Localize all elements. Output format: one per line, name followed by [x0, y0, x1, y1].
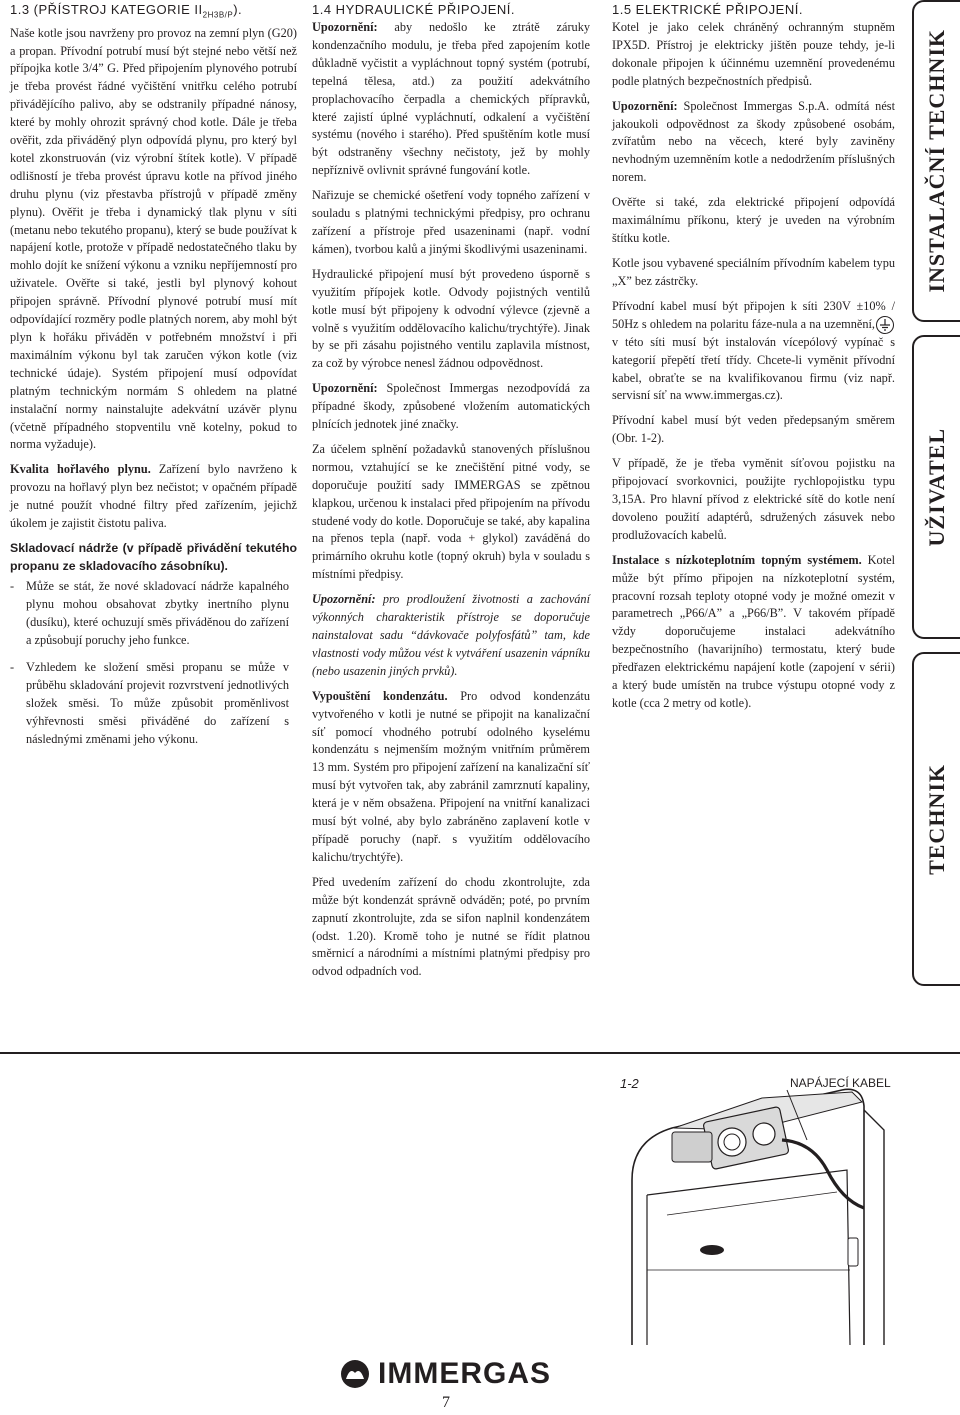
paragraph: Upozornění: Společnost Immergas nezodpovídá za případné škody, způsobené vložením automatických plnících jednotek jiné značky.	[312, 381, 590, 432]
tab-user[interactable]: UŽIVATEL	[912, 335, 960, 639]
paragraph: Kotel je jako celek chráněný ochranným stupněm IPX5D. Přístroj je elektricky jištěn pouze tehdy, je-li dokonale připojen k účinnému uzemnění provedenému podle platných bezpečnostních předpisů.	[612, 20, 895, 88]
paragraph: Přívodní kabel musí být připojen k síti 230V ±10% / 50Hz s ohledem na polaritu fáze-nula a na uzemnění, v této síti musí být instalován vícepólový vypínač s kategorií přepětí třetí třídy. Chcete-li vyměnit přívodní kabel, obraťte se na kvalifikovanou firmu (viz např. servisní síť na www.immergas.cz).	[612, 298, 895, 403]
bullet-list	[10, 578, 297, 749]
column-hydraulic-connection	[312, 0, 590, 988]
paragraph: Kotle jsou vybavené speciálním přívodním kabelem typu „X” bez zástrčky.	[612, 255, 895, 288]
section-heading-1-5: 1.5 ELEKTRICKÉ PŘIPOJENÍ.	[612, 2, 803, 17]
ground-icon	[876, 316, 894, 334]
page-number: 7	[442, 1394, 450, 1411]
subheading: Skladovací nádrže (v případě přivádění tekutého propanu ze skladovacího zásobníku).	[10, 540, 297, 573]
divider	[0, 1052, 960, 1054]
paragraph: Ověřte si také, zda elektrické připojení odpovídá maximálnímu příkonu, který je uveden na výrobním štítku kotle.	[612, 195, 895, 245]
column-gas-connection	[10, 0, 297, 759]
paragraph: Nařizuje se chemické ošetření vody topného zařízení v souladu s platnými technickými předpisy, pro ochranu zařízení a přístroje před usazeninami (např. vodní kámen), tvorbou kalů a jinými škodlivými usazeninami.	[312, 188, 590, 256]
paragraph: Hydraulické připojení musí být provedeno úsporně s využitím přípojek kotle. Odvody pojistných ventilů kotle musí být připojeny k odvodní výlevce (zjevně a volně s využitím oddělovacího kalichu/trychtýře). Jinak by se při zásahu pojistného ventilu zaplavila místnost, za což by výrobce nenesl žádnou odpovědnost.	[312, 266, 590, 371]
section-heading-1-4: 1.4 HYDRAULICKÉ PŘIPOJENÍ.	[312, 2, 515, 17]
list-item: - Může se stát, že nové skladovací nádrže kapalného plynu mohou obsahovat zbytky inertního plynu (dusíku), které ochuzují směs přiváděnou do zařízení a způsobují poruchy jeho funkce.	[10, 578, 297, 650]
column-electrical-connection	[612, 0, 895, 720]
logo-flame-icon	[340, 1359, 372, 1389]
boiler-illustration	[612, 1070, 895, 1345]
tab-technician[interactable]: TECHNIK	[912, 652, 960, 986]
paragraph: V případě, že je třeba vyměnit síťovou pojistku na připojovací svorkovnici, použijte rychlopojistku typu 3,15A. Pro hlavní přívod z elektrické sítě do kotle není dovoleno použití adaptérů, sdružených zásuvek nebo prodlužovacích kabelů.	[612, 456, 895, 542]
paragraph: Naše kotle jsou navrženy pro provoz na zemní plyn (G20) a propan. Přívodní potrubí musí být stejné nebo větší než přípojka kotle 3/4” G. Před připojením plynového potrubí je třeba provést řádné vyčištění vnitřku celého potrubí přivádějícího palivo, aby se odstranily případné nánosy, které by mohly ohrozit správný chod kotle. Dále je třeba ověřit, zda přiváděný plyn odpovídá plynu, pro který byl kotel zkonstruován (viz výrobní štítek kotle). V případě odlišností je třeba provést úpravu kotle na přívod jiného druhu plynu (viz přestavba přístrojů v případě změny plynu). Ověřit je třeba i dynamický tlak plynu v síti (metanu nebo tekutého propanu), který se bude používat k napájení kotle, protože v případě nedostatečného tlaku by mohlo dojít ke snížení výkonu a vzniku nepříjemností pro uživatele. Ověřte si také, jestli byl plynový kohout připojen správně. Přívodní plynové potrubí musí mít odpovídající rozměry podle platných norem, aby mohl být plyn k hořáku přiváděn v potřebném množství i při maximálním výkonu byl tak zaručen výkon kotle (viz technické údaje). Systém připojení musí odpovídat platným technickým normám S ohledem na platné instalační normy nainstalujte adekvátní uzávěr plynu (včetně případného stopventilu vně kotelny, pokud to norma vyžaduje).	[10, 25, 297, 452]
paragraph: Kvalita hořlavého plynu. Zařízení bylo navrženo k provozu na hořlavý plyn bez nečistot; v opačném případě je nutné použít vhodné filtry před zařízením, jejichž úkolem je zajistit čistotu paliva.	[10, 462, 297, 531]
tab-installer[interactable]: INSTALAČNÍ TECHNIK	[912, 0, 960, 322]
figure-label: NAPÁJECÍ KABEL	[790, 1076, 891, 1090]
section-heading-1-3: 1.3 (PŘÍSTROJ KATEGORIE $II_{2H3B/P}$).	[10, 2, 243, 20]
list-item: - Vzhledem ke složení směsi propanu se může v průběhu skladování projevit rozvrstvení jednotlivých složek směsi. To může způsobit proměnlivost výhřevnosti směsi přiváděné do zařízení s následnými změnami jeho výkonu.	[10, 659, 297, 749]
paragraph: Upozornění: pro prodloužení životnosti a zachování výkonných charakteristik přístroje se doporučuje nainstalovat sadu “dávkovače polyfosfátů” tam, kde vlastnosti vody můžou vést k vytváření usazenin vápníku (nebo usazenin jiných prvků).	[312, 592, 590, 678]
paragraph: Upozornění: Společnost Immergas S.p.A. odmítá nést jakoukoli odpovědnost za škody způsobené osobám, zvířatům nebo na věcech, které byly zaviněny nevhodným uzemněním kotle a nedodržením příslušných norem.	[612, 98, 895, 185]
paragraph: Přívodní kabel musí být veden předepsaným směrem (Obr. 1-2).	[612, 413, 895, 446]
immergas-logo: IMMERGAS	[340, 1359, 570, 1389]
paragraph: Před uvedením zařízení do chodu zkontrolujte, zda může být kondenzát správně odváděn; poté, po prvním zapnutí zkontrolujte, zda se sifon naplnil kondenzátem (odst. 1.20). Kromě toho je nutné se řídit platnou směrnicí a národními a místními platnými předpisy pro odvod odpadních vod.	[312, 874, 590, 979]
paragraph: Za účelem splnění požadavků stanovených příslušnou normou, vztahující se ke znečištění pitné vody, se doporučuje použití sady IMMERGAS se zpětnou klapkou, určenou k instalaci před připojením na přívodu studené vody do kotle. Doporučuje se také, aby kapalina na přenos tepla (např. voda + glykol) zaváděná do primárního okruhu kotle (topný okruh) byla v souladu s místními předpisy.	[312, 441, 590, 582]
paragraph: Instalace s nízkoteplotním topným systémem. Kotel může být přímo připojen na nízkoteplotní systém, pracovní rozsah teploty otopné vody je možné omezit v parametrech „P66/A” a „P66/B”. V takovém případě vždy doporučujeme instalaci adekvátního bezpečnostního (havarijního) termostatu, který bude předřazen elektrickému napájení kotle (zapojení v sérii) a který bude umístěn na trubce výstupu otopné vody z kotle (cca 2 metry od kotle).	[612, 552, 895, 710]
figure-number: 1-2	[620, 1076, 639, 1091]
paragraph: Vypouštění kondenzátu. Pro odvod kondenzátu vytvořeného v kotli je nutné se připojit na kanalizační síť pomocí vhodného potrubí odolného kyselému kondenzátu s nejmenším možným vnitřním průměrem 13 mm. Systém pro připojení zařízení na kanalizační síť musí být vytvořen tak, aby zabránil zamrznutí kapaliny, která je v něm obsažena. Připojení na vnitřní kanalizaci musí být volné, aby bylo zabráněno zaplavení kotle v případě poruchy (např. s využitím oddělovacího kalichu/trychtýře).	[312, 688, 590, 864]
figure-power-cable	[612, 1070, 895, 1345]
paragraph: Upozornění: aby nedošlo ke ztrátě záruky kondenzačního modulu, je třeba před zapojením kotle důkladně vyčistit a vypláchnout topný systém (potrubí, tepelná tělesa, atd.) za použití adekvátního proplachovacího čerpadla a chemických přípravků, které zajistí úplné vypláchnutí, odkalení a vyčištění systému (nového i starého). Před spuštěním kotle musí být odstraněny všechny nečistoty, jež by mohly nepříznivě ovlivnit správné fungování kotle.	[312, 20, 590, 178]
